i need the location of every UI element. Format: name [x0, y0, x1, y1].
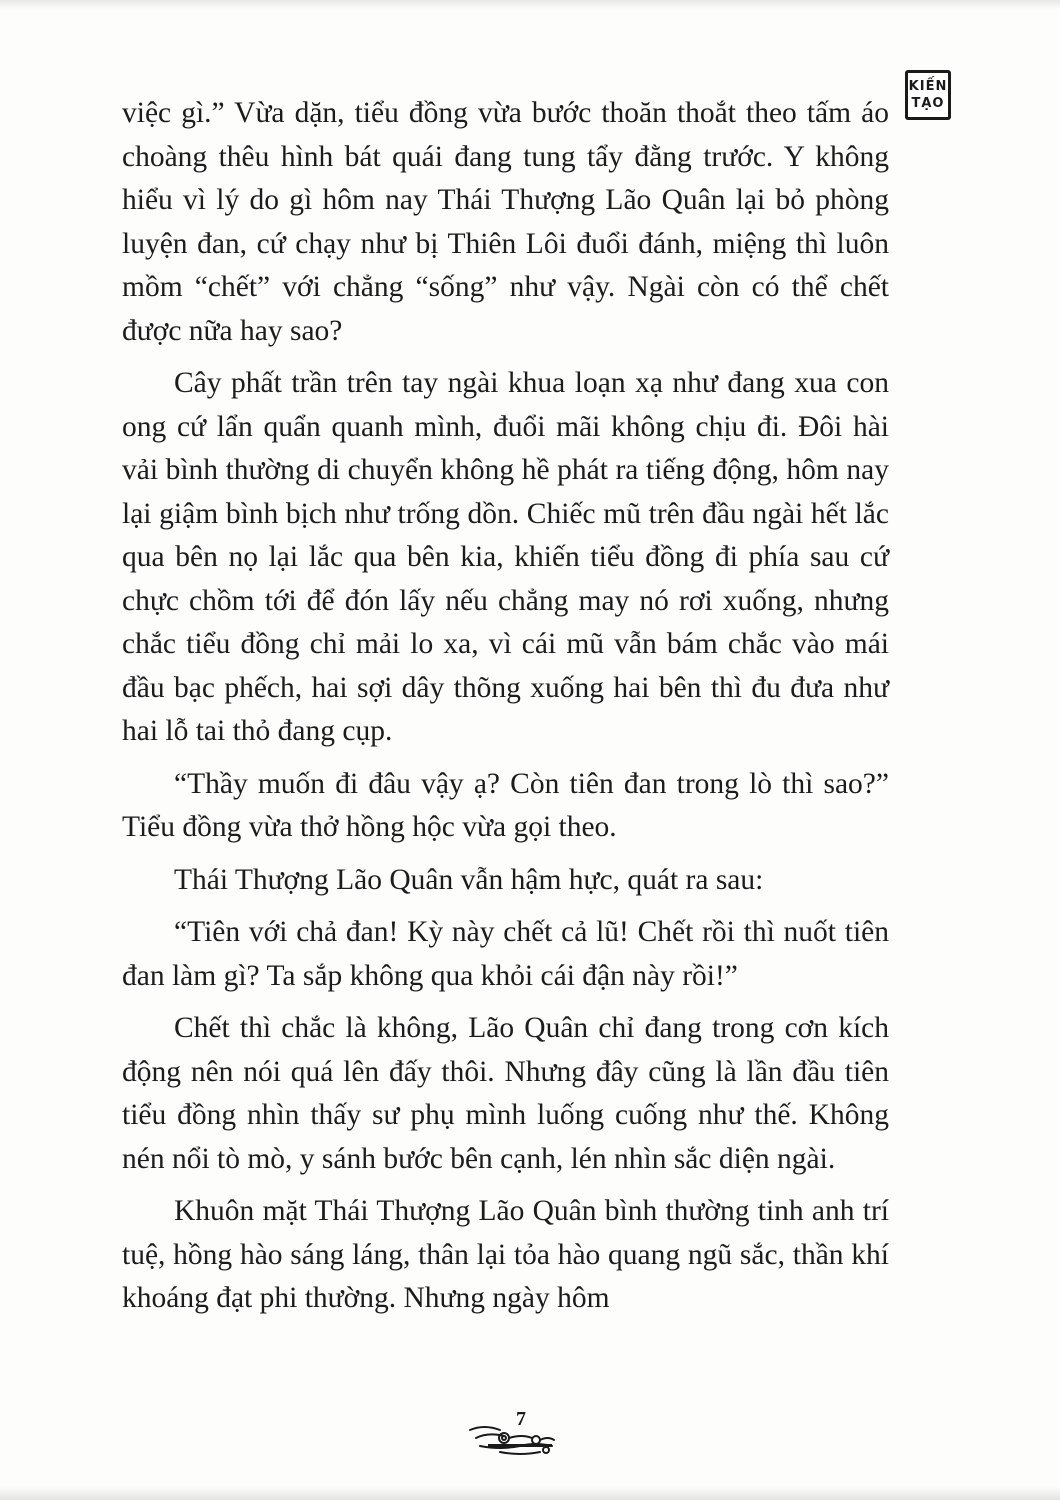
paragraph: “Thầy muốn đi đâu vậy ạ? Còn tiên đan trong lò thì sao?” Tiểu đồng vừa thở hồng hộc vừa gọi theo. [122, 767, 889, 843]
logo-line-2: TẠO [911, 96, 945, 111]
paragraph: Chết thì chắc là không, Lão Quân chỉ đang trong cơn kích động nên nói quá lên đấy thôi. Nhưng đây cũng là lần đầu tiên tiểu đồng nhìn thấy sư phụ mình luống cuống như thế. Không nén nổi tò mò, y sánh bước bên cạnh, lén nhìn sắc diện ngài. [122, 1012, 889, 1175]
paragraph: Khuôn mặt Thái Thượng Lão Quân bình thường tinh anh trí tuệ, hồng hào sáng láng, thân lại tỏa hào quang ngũ sắc, thần khí khoáng đạt phi thường. Nhưng ngày hôm [122, 1195, 889, 1314]
cloud-ornament-icon [460, 1420, 590, 1456]
page-top-edge [0, 0, 1060, 10]
logo-line-1: KIẾN [908, 79, 948, 94]
page-bottom-edge [0, 1486, 1060, 1500]
paragraph: việc gì.” Vừa dặn, tiểu đồng vừa bước thoăn thoắt theo tấm áo choàng thêu hình bát quái đang tung tẩy đằng trước. Y không hiểu vì lý do gì hôm nay Thái Thượng Lão Quân lại bỏ phòng luyện đan, cứ chạy như bị Thiên Lôi đuổi đánh, miệng thì luôn mồm “chết” với chẳng “sống” như vậy. Ngài còn có thể chết được nữa hay sao? [122, 97, 889, 347]
paragraph: Cây phất trần trên tay ngài khua loạn xạ như đang xua con ong cứ lẩn quẩn quanh mình, đuổi mãi không chịu đi. Đôi hài vải bình thường di chuyển không hề phát ra tiếng động, hôm nay lại giậm bình bịch như trống dồn. Chiếc mũ trên đầu ngài hết lắc qua bên nọ lại lắc qua bên kia, khiến tiểu đồng đi phía sau cứ chực chồm tới để đón lấy nếu chẳng may nó rơi xuống, nhưng chắc tiểu đồng chỉ mải lo xa, vì cái mũ vẫn bám chắc vào mái đầu bạc phếch, hai sợi dây thõng xuống hai bên thì đu đưa như hai lỗ tai thỏ đang cụp. [122, 367, 889, 747]
publisher-logo [905, 70, 951, 120]
paragraph: Thái Thượng Lão Quân vẫn hậm hực, quát ra sau: [174, 863, 764, 896]
body-text [122, 92, 889, 1330]
page-number: 7 [516, 1408, 526, 1430]
page-footer [460, 1408, 590, 1458]
paragraph: “Tiên với chả đan! Kỳ này chết cả lũ! Chết rồi thì nuốt tiên đan làm gì? Ta sắp không qua khỏi cái đận này rồi!” [122, 916, 889, 992]
